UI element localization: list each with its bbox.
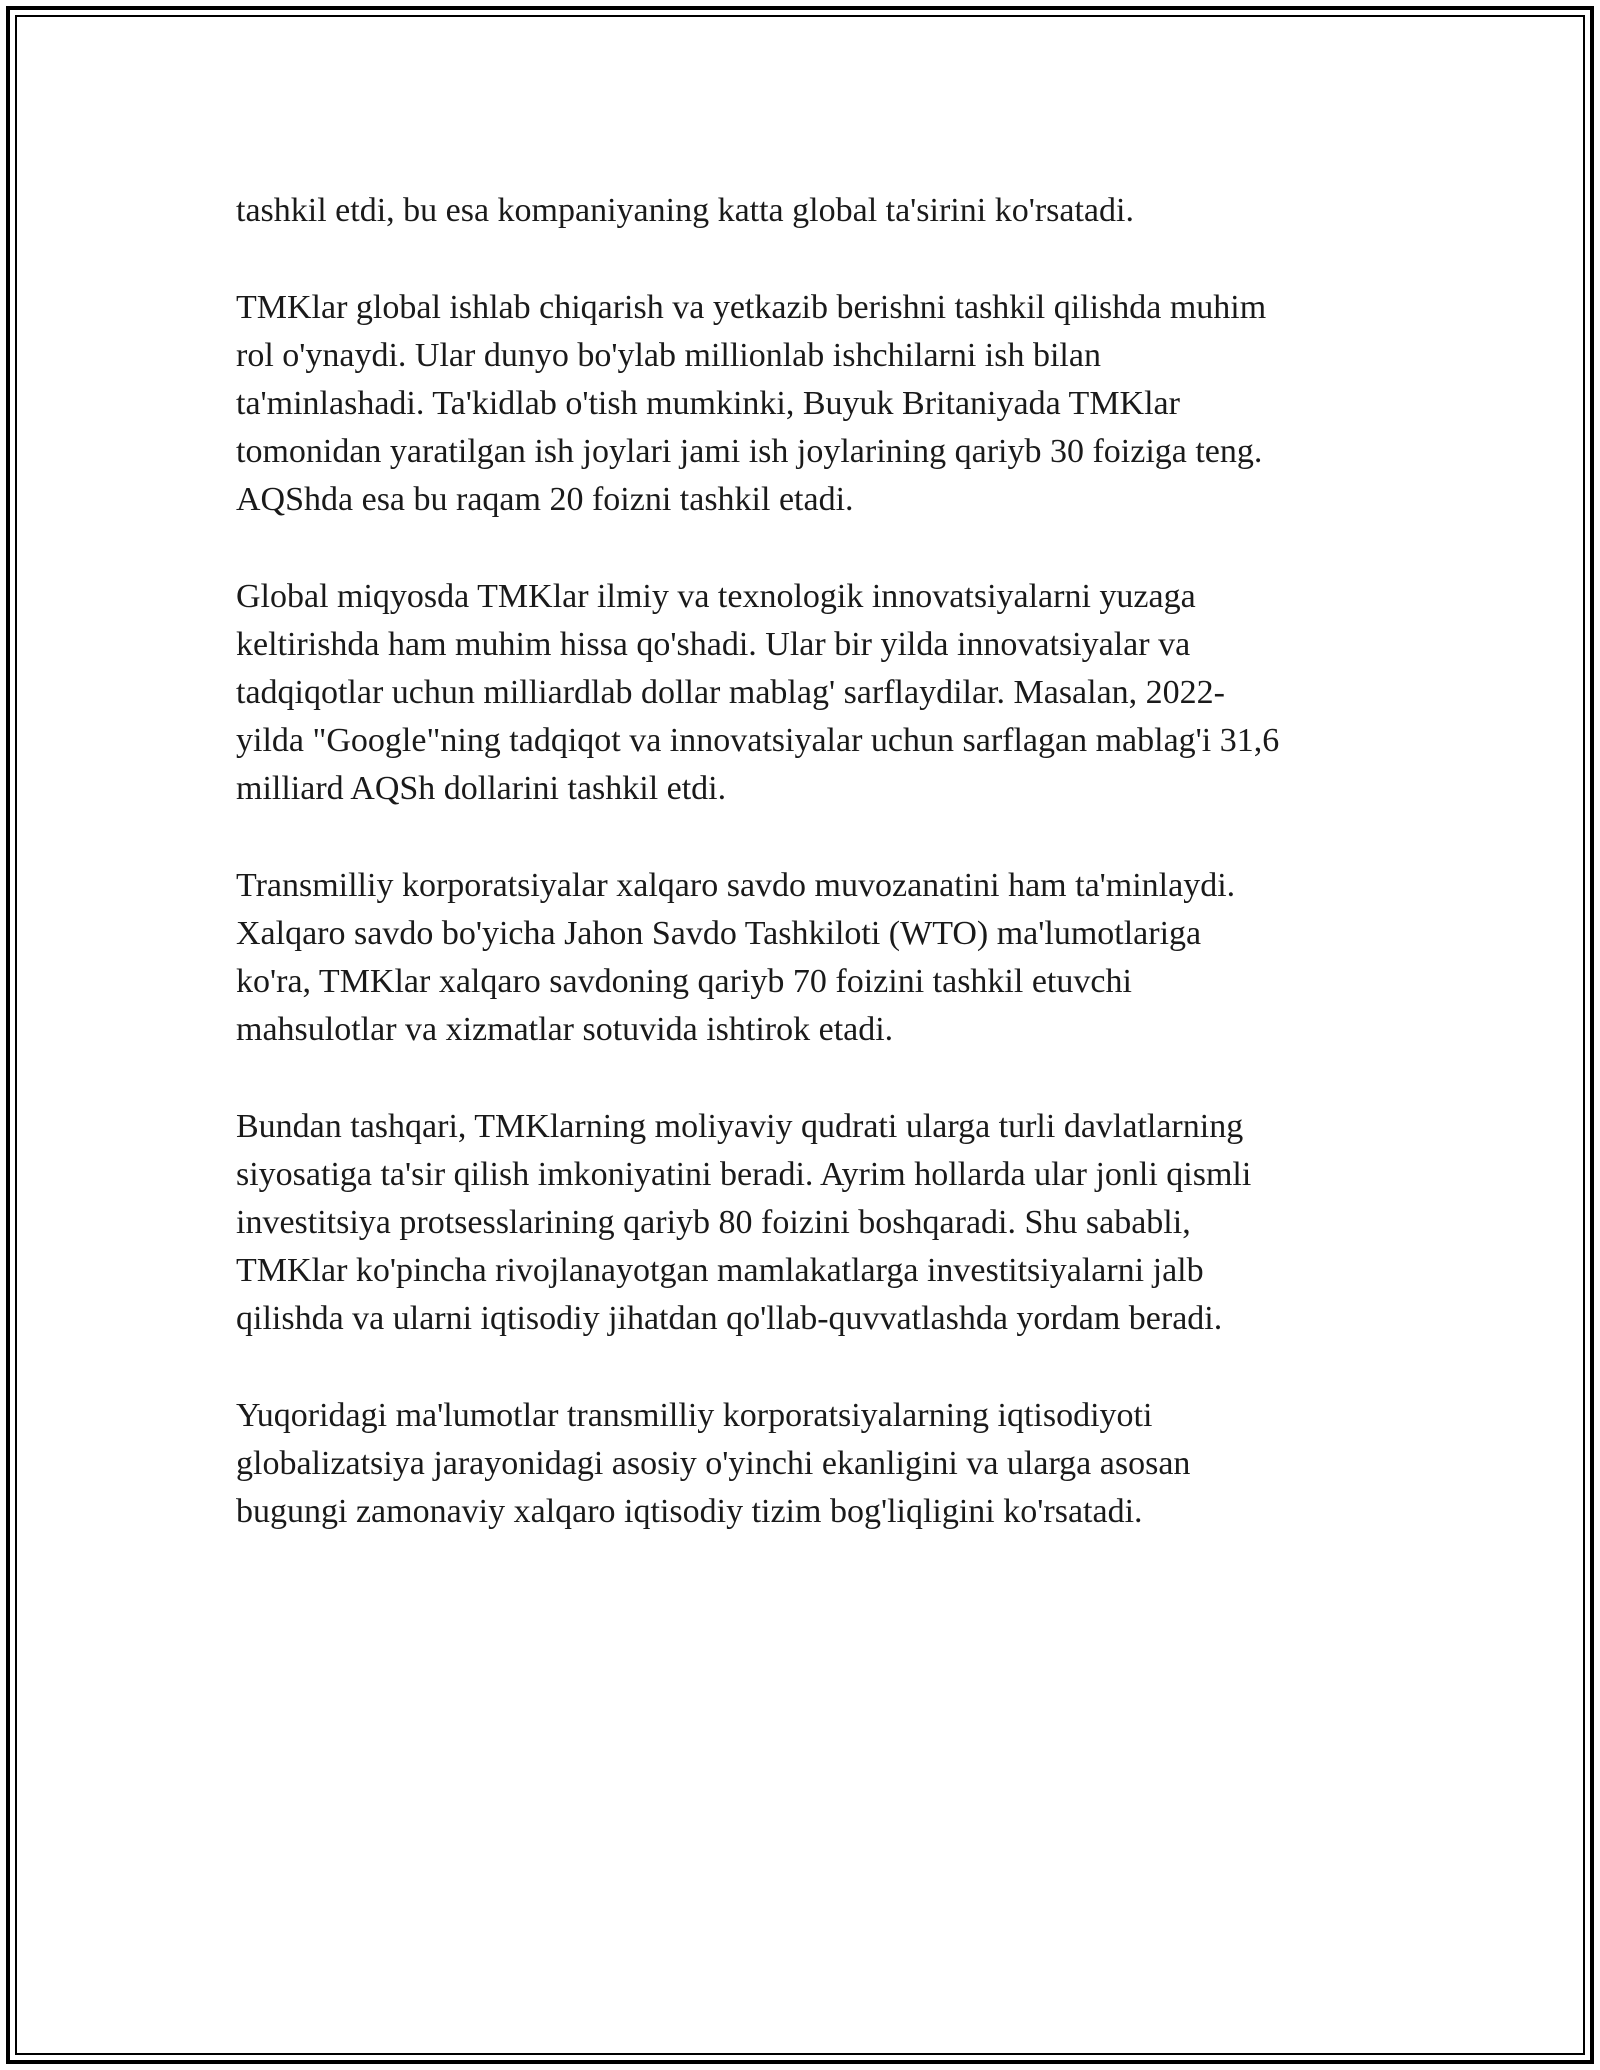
paragraph-1: tashkil etdi, bu esa kompaniyaning katta global ta'sirini ko'rsatadi. [236, 192, 1134, 229]
paragraph-5: Bundan tashqari, TMKlarning moliyaviy qudrati ularga turli davlatlarning siyosatiga ta'sir qilish imkoniyatini beradi. Ayrim hollarda ular jonli qismli investitsiya protsesslarining qariyb 80 foizini boshqaradi. Shu sababli, TMKlar ko'pincha rivojlanayotgan mamlakatlarga investitsiyalarni jalb qilishda va ularni iqtisodiy jihatdan qo'llab-quvvatlashda yordam beradi. [236, 1108, 1252, 1337]
paragraph-6: Yuqoridagi ma'lumotlar transmilliy korporatsiyalarning iqtisodiyoti globalizatsiya jarayonidagi asosiy o'yinchi ekanligini va ularga asosan bugungi zamonaviy xalqaro iqtisodiy tizim bog'liqligini ko'rsatadi. [236, 1397, 1191, 1530]
paragraph-2: TMKlar global ishlab chiqarish va yetkazib berishni tashkil qilishda muhim rol o'ynaydi. Ular dunyo bo'ylab millionlab ishchilarni ish bilan ta'minlashadi. Ta'kidlab o'tish mumkinki, Buyuk Britaniyada TMKlar tomonidan yaratilgan ish joylari jami ish joylarining qariyb 30 foiziga teng. AQShda esa bu raqam 20 foizni tashkil etadi. [236, 289, 1267, 518]
paragraph-4: Transmilliy korporatsiyalar xalqaro savdo muvozanatini ham ta'minlaydi. Xalqaro savdo bo'yicha Jahon Savdo Tashkiloti (WTO) ma'lumotlariga ko'ra, TMKlar xalqaro savdoning qariyb 70 foizini tashkil etuvchi mahsulotlar va xizmatlar sotuvida ishtirok etadi. [236, 867, 1236, 1048]
document-body [236, 187, 1366, 1585]
paragraph-3: Global miqyosda TMKlar ilmiy va texnologik innovatsiyalarni yuzaga keltirishda ham muhim hissa qo'shadi. Ular bir yilda innovatsiyalar va tadqiqotlar uchun milliardlab dollar mablag' sarflaydilar. Masalan, 2022- yilda "Google"ning tadqiqot va innovatsiyalar uchun sarflagan mablag'i 31,6 milliard AQSh dollarini tashkil etdi. [236, 578, 1280, 807]
